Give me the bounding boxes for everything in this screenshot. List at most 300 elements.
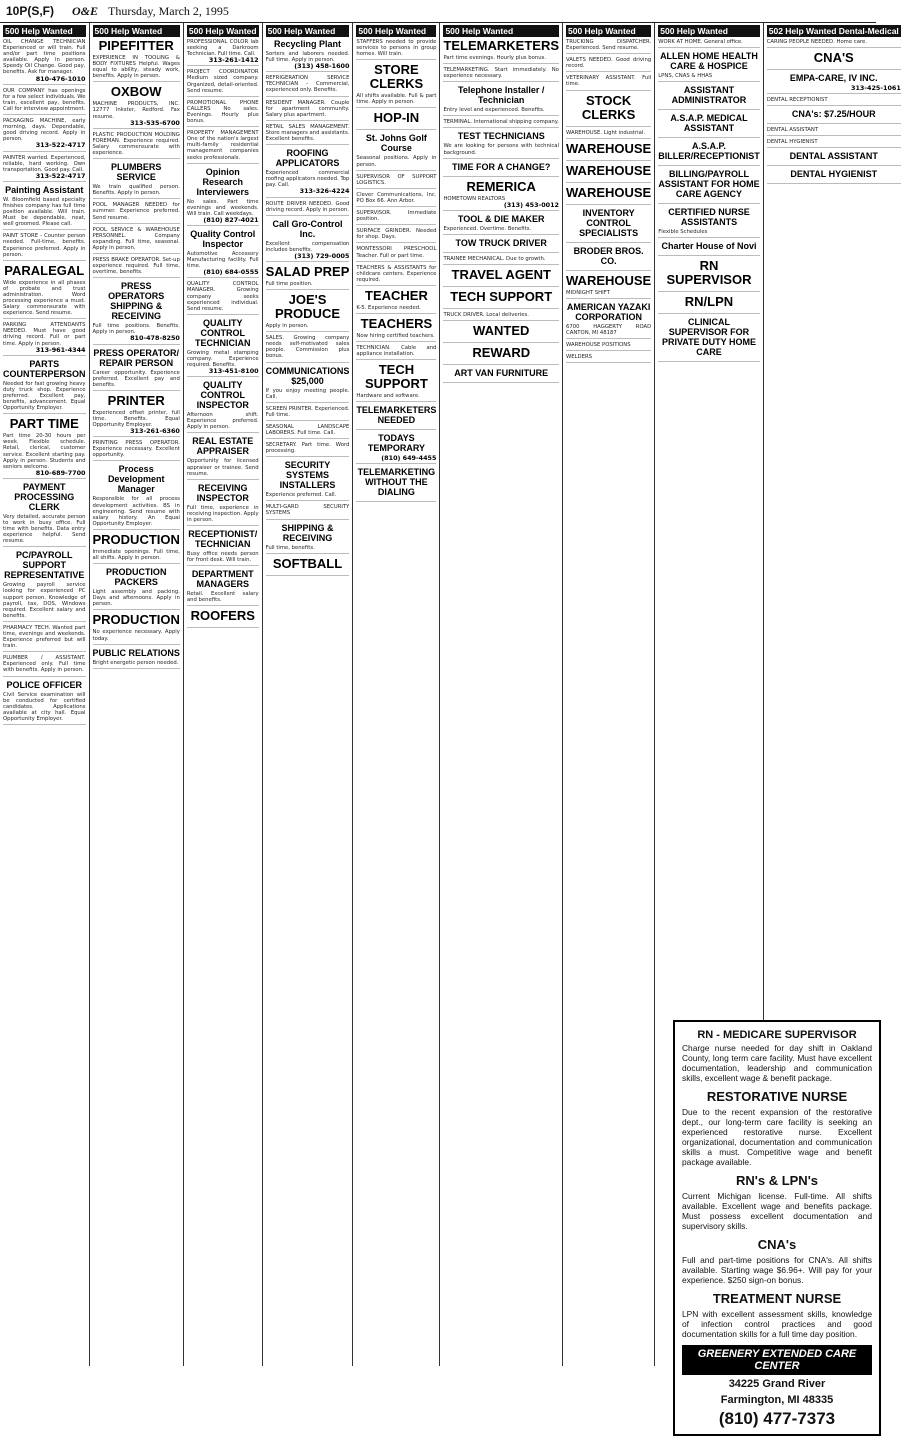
classified-ad — [187, 167, 259, 226]
ad-title: WAREHOUSE — [566, 140, 652, 156]
ad-body: If you enjoy meeting people. Call. — [265, 387, 350, 400]
ad-body: TERMINAL. International shipping company. — [443, 119, 559, 126]
classified-ad — [356, 111, 436, 130]
classified-ad — [658, 207, 760, 238]
classified-ad — [3, 88, 86, 115]
ad-body: Opportunity for licensed appraiser or trainee. Send resume. — [186, 458, 259, 477]
ad-title: A.S.A.P. MEDICAL ASSISTANT — [670, 113, 748, 134]
classified-ad — [443, 119, 559, 128]
classified-ad — [443, 290, 559, 309]
ad-title: Quality Control Inspector — [190, 228, 256, 249]
ad-title: PRODUCTION — [92, 531, 180, 547]
classified-ad — [566, 142, 651, 161]
ad-body: Full time, benefits. — [265, 544, 315, 551]
classified-ad — [3, 359, 86, 414]
ad-body: DENTAL RECEPTIONIST — [766, 97, 828, 104]
ad-box-title-3: RN's & LPN's — [735, 1173, 819, 1188]
classified-ad — [3, 233, 86, 260]
classified-ad — [566, 246, 651, 271]
ad-box-text-4: Full and part-time positions for CNA's. All shifts available. Starting wage $6.96+. Will pay for your experience. $250 sign-on bonus. — [682, 1255, 872, 1285]
ad-body: Full time positions. Benefits. Apply in person. — [92, 323, 180, 336]
classified-ad — [356, 433, 436, 464]
ad-body: RETAIL SALES MANAGEMENT. Store managers and assistants. Excellent benefits. — [265, 123, 350, 143]
ad-body: TRAINEE MECHANICAL. Due to growth. — [443, 255, 546, 262]
ad-title: Painting Assistant — [5, 184, 84, 195]
classified-ad — [3, 482, 86, 547]
ad-title: QUALITY CONTROL TECHNICIAN — [194, 317, 251, 348]
ad-title: ASSISTANT ADMINISTRATOR — [671, 85, 747, 106]
ad-body: OUR COMPANY has openings for a few select individuals. We train, excellent pay, benefits. Call for interview appointment. — [3, 87, 86, 112]
ad-title: CNA'S — [813, 50, 854, 66]
ad-phone: 313-425-1061 — [851, 84, 901, 93]
ad-title: PUBLIC RELATIONS — [92, 647, 180, 658]
ad-title: QUALITY CONTROL INSPECTOR — [196, 380, 249, 411]
ad-body: Entry level and experienced. Benefits. — [443, 107, 545, 114]
classified-ad — [266, 557, 350, 576]
ad-title: TODAYS TEMPORARY — [367, 433, 426, 454]
ad-title: Process Development Manager — [107, 464, 165, 495]
classified-ad — [566, 94, 651, 127]
column-heading: 500 Help Wanted — [566, 25, 651, 37]
classified-ad — [3, 655, 86, 676]
ad-title: ROOFERS — [190, 608, 255, 624]
ad-title: CERTIFIED NURSE ASSISTANTS — [668, 207, 750, 228]
ad-phone: (313) 453-0012 — [503, 200, 559, 209]
page-header — [0, 0, 876, 23]
ad-body: Experience preferred. Call. — [265, 492, 337, 499]
ad-body: SCREEN PRINTER. Experienced. Full time. — [265, 405, 350, 418]
ad-title: PRESS OPERATORS SHIPPING & RECEIVING — [108, 281, 165, 322]
classified-ad — [566, 354, 651, 363]
classified-ad — [266, 406, 350, 421]
ad-body: Needed for fast growing heavy duty truck shop. Experience preferred. Excellent pay, benefits, advancement. Equal Opportunity Employer. — [3, 380, 86, 412]
classified-ad — [3, 550, 86, 622]
ad-phone: (810) 827-4021 — [203, 215, 259, 224]
classified-ad — [566, 39, 651, 54]
ad-body: Experienced. Overtime. Benefits. — [443, 225, 532, 232]
classified-ad — [93, 132, 180, 159]
ad-title: TEACHERS — [360, 315, 433, 331]
ad-body: PACKAGING MACHINE, early morning, days. Dependable, good driving record. Apply in person. — [3, 118, 86, 143]
classified-ad — [266, 293, 350, 332]
classified-ad — [658, 51, 760, 82]
classified-ad — [356, 265, 436, 286]
ad-body: 6700 HAGGERTY ROAD CANTON, MI 48187 — [566, 323, 652, 336]
ad-phone: (810) 649-4455 — [381, 454, 437, 463]
classified-ad — [93, 648, 180, 669]
ad-title: A.S.A.P. BILLER/RECEPTIONIST — [658, 141, 760, 162]
ad-body: WORK AT HOME. General office. — [658, 39, 743, 45]
ad-body: WELDERS — [566, 354, 593, 361]
ad-body: LPNS, CNAS & HHAS — [658, 73, 713, 80]
ad-title: EMPA-CARE, IV INC. — [789, 73, 878, 84]
ad-body: Immediate openings. Full time, all shifts. Apply in person. — [92, 548, 180, 562]
classified-ad — [266, 504, 350, 519]
ad-body: Experienced commercial roofing applicators needed. Top pay. Call. — [265, 170, 350, 189]
ad-body: MONTESSORI PRESCHOOL Teacher. Full or part time. — [356, 246, 437, 259]
ad-title: PRODUCTION — [92, 612, 180, 628]
ad-body: Excellent compensation includes benefits. — [265, 240, 350, 253]
ad-title: TOW TRUCK DRIVER — [455, 237, 547, 248]
ad-title: TELEMARKETERS NEEDED — [356, 405, 437, 426]
classified-ad — [443, 39, 559, 64]
classified-ad — [566, 186, 651, 205]
ad-body: VALETS NEEDED. Good driving record. — [566, 57, 652, 70]
classified-ad — [93, 227, 180, 254]
ad-phone: 313-522-4717 — [35, 171, 86, 180]
classified-ad — [767, 109, 901, 124]
ad-body: TECHNICIAN. Cable and appliance installation. — [356, 345, 437, 358]
ad-title: TECH SUPPORT — [365, 362, 428, 392]
classified-ad — [3, 625, 86, 652]
classified-ad — [566, 75, 651, 90]
ad-box-address-2: Farmington, MI 48335 — [720, 1394, 834, 1406]
ad-phone: 313-261-6360 — [130, 427, 180, 436]
ad-box-title-1: RN - MEDICARE SUPERVISOR — [697, 1029, 857, 1041]
classified-ad — [266, 265, 350, 290]
classified-ad — [443, 346, 559, 365]
classified-ad — [767, 139, 901, 148]
classified-ad — [3, 322, 86, 355]
ad-body: VETERINARY ASSISTANT. Full time. — [566, 75, 652, 88]
ad-body: PLUMBER / ASSISTANT. Experienced only. Full time with benefits. Apply in person. — [3, 655, 86, 674]
ad-body: OIL CHANGE TECHNICIAN Experienced or will train. Full and/or part time positions available. Apply in person. Speedy Oil Change. Good pay, benefits. Ask for manager. — [3, 39, 86, 76]
classified-ad — [356, 289, 436, 314]
ad-body: PARKING ATTENDANTS NEEDED. Must have good driving record. Full or part time. Apply in person. — [3, 322, 86, 347]
classified-ad — [658, 113, 760, 138]
ad-body: All shifts available. Full & part time. Apply in person. — [356, 93, 437, 106]
ad-body: Full time, experience in receiving inspection. Apply in person. — [186, 504, 259, 523]
ad-title: COMMUNICATIONS $25,000 — [265, 365, 350, 386]
classified-ad — [566, 342, 651, 351]
ad-body: W. Bloomfield based specialty finishes company has full time position available. Will train. Must be dependable, neat, well groomed. Please call. — [3, 196, 86, 228]
classified-ad — [356, 39, 436, 60]
ad-body: Very detailed, accurate person to work in busy office. Full time with benefits. Data entry experience helpful. Send resume. — [3, 513, 86, 545]
ad-body: MULTI-GARD SECURITY SYSTEMS — [265, 504, 350, 517]
classified-ad — [187, 529, 259, 566]
column-heading: 502 Help Wanted Dental-Medical — [768, 26, 899, 36]
ad-body: No sales. Part time evenings and weekends. Will train. Call weekdays. — [186, 198, 259, 217]
ad-body: We train qualified person. Benefits. Apply in person. — [92, 184, 180, 197]
ad-body: Part time evenings. Hourly plus bonus. — [443, 55, 546, 61]
classified-ad — [658, 295, 760, 314]
classified-ad — [356, 192, 436, 207]
ad-title: TELEMARKETERS — [443, 38, 559, 53]
ad-body: Clever Communications, Inc. PO Box 66. Ann Arbor. — [356, 191, 437, 204]
classified-ad — [443, 214, 559, 235]
issue-date: Thursday, March 2, 1995 — [108, 3, 229, 18]
classified-ad — [187, 229, 259, 278]
classified-ad — [93, 39, 180, 82]
ad-body: Retail. Excellent salary and benefits. — [186, 591, 259, 604]
classified-ad — [767, 127, 901, 136]
classified-ad — [658, 85, 760, 110]
ad-title: TRAVEL AGENT — [451, 267, 551, 283]
ad-body: Civil Service examination will be conducted for certified candidates. Applications available at city hall. Equal Opportunity Employer. — [3, 691, 86, 722]
ad-title: St. Johns Golf Course — [365, 133, 427, 154]
ad-title: PART TIME — [9, 416, 79, 432]
ad-body: We are looking for persons with technical background. — [443, 143, 559, 156]
ad-title: CNA's: $7.25/HOUR — [791, 109, 876, 120]
classified-ad — [187, 39, 259, 66]
classified-ad — [443, 85, 559, 116]
classified-ad — [767, 73, 901, 94]
classified-ad — [93, 440, 180, 461]
classified-ad — [566, 57, 651, 72]
classified-ad — [187, 609, 259, 628]
ad-body: No experience necessary. Apply today. — [92, 629, 180, 642]
ad-body: Growing payroll service looking for experienced PC support person. Knowledge of payroll, tax, DOS, Windows required. Excellent salary and benefits. — [3, 582, 86, 619]
classified-ad — [266, 523, 350, 554]
classified-ad — [187, 483, 259, 526]
classified-ad — [658, 141, 760, 166]
classified-column — [263, 23, 354, 1366]
classified-ad — [266, 75, 350, 96]
ad-phone: 810-689-7700 — [35, 468, 86, 477]
ad-title: ROOFING APPLICATORS — [275, 148, 340, 169]
classified-ad — [566, 164, 651, 183]
classified-ad — [93, 348, 180, 391]
classified-ad — [266, 424, 350, 439]
ad-body: SALES. Growing company needs self-motivated sales people. Commission plus bonus. — [265, 335, 350, 360]
classified-column — [353, 23, 440, 1366]
ad-title: SOFTBALL — [272, 555, 343, 571]
classified-ad — [443, 268, 559, 287]
classified-ad — [266, 39, 350, 72]
ad-title: SECURITY SYSTEMS INSTALLERS — [279, 460, 336, 491]
classified-ad — [187, 69, 259, 96]
ad-body: PRESS BRAKE OPERATOR. Set-up experience required. Full time, overtime, benefits. — [92, 256, 180, 276]
ad-body: PAINT STORE - Counter person needed. Full-time, benefits. Experience preferred. Apply in person. — [3, 233, 86, 258]
column-heading: 500 Help Wanted — [3, 25, 86, 37]
classified-ad — [266, 124, 350, 145]
ad-title: Recycling Plant — [273, 39, 342, 49]
column-heading: 500 Help Wanted — [443, 25, 559, 37]
classified-ad — [658, 317, 760, 362]
classified-ad — [93, 281, 180, 344]
ad-phone: (313) 458-1600 — [294, 62, 350, 71]
classified-ad — [266, 335, 350, 362]
classified-ad — [443, 324, 559, 343]
ad-body: DENTAL HYGIENIST — [766, 139, 818, 146]
classified-ad — [3, 417, 86, 479]
ad-title: SALAD PREP — [265, 263, 350, 279]
ad-body: Now hiring certified teachers. — [356, 332, 435, 339]
ad-title: PIPEFITTER — [98, 38, 174, 53]
ad-body: SEASONAL LANDSCAPE LABORERS. Full time. Call. — [265, 423, 350, 436]
ad-title: PRINTER — [107, 392, 165, 408]
classified-ad — [443, 368, 559, 383]
ad-title: ART VAN FURNITURE — [454, 368, 549, 379]
ad-title: RECEIVING INSPECTOR — [196, 482, 249, 503]
classified-column — [440, 23, 563, 1366]
ad-title: ALLEN HOME HEALTH CARE & HOSPICE — [660, 51, 758, 72]
ad-box-text-1: Charge nurse needed for day shift in Oakland County, long term care facility. Must have excellent documentation, leadership and communication skills, excellent wage & benefit package. — [682, 1043, 872, 1083]
ad-title: Telephone Installer / Technician — [458, 85, 545, 106]
ad-title: Call Gro-Control Inc. — [272, 218, 343, 239]
ad-box-title-4: CNA's — [757, 1237, 797, 1252]
classified-ad — [93, 162, 180, 199]
classified-ad — [356, 210, 436, 225]
classified-ad — [266, 442, 350, 457]
ad-body: Wide experience in all phases of probate and trust administration. Word processing experience a must. Salary commensurate with experience. Send resume. — [3, 279, 86, 317]
ad-body: TRUCKING DISPATCHER. Experienced. Send resume. — [566, 39, 652, 52]
ad-title: HOP-IN — [373, 110, 420, 126]
classified-ad — [3, 185, 86, 230]
classified-ad — [658, 259, 760, 292]
classified-ad — [266, 100, 350, 121]
ad-phone: 810-476-1010 — [35, 74, 86, 83]
ad-phone: (810) 684-0555 — [203, 268, 259, 277]
ad-body: POOL SERVICE & WAREHOUSE PERSONNEL. Company expanding. Full time, seasonal. Apply in person. — [92, 226, 180, 251]
classified-ad — [443, 67, 559, 82]
ad-box-text-2: Due to the recent expansion of the restorative dept., our long-term care facility is seeking an experienced restorative nurse. Excellent organizational, documentation and communication skills a must. Competitive wage and benefit package available. — [682, 1107, 872, 1167]
classified-column — [90, 23, 184, 1366]
ad-body: PHARMACY TECH. Wanted part time, evenings and weekends. Experience preferred but will train. — [3, 624, 86, 650]
ad-title: TEST TECHNICIANS — [457, 131, 545, 142]
ad-body: Flexible Schedules — [658, 229, 708, 236]
ad-body: PRINTING PRESS OPERATOR. Experience necessary. Excellent opportunity. — [92, 440, 180, 459]
classified-ad — [767, 39, 901, 48]
publication-name: O&E — [72, 3, 99, 18]
classified-ad — [356, 317, 436, 342]
ad-title: PARTS COUNTERPERSON — [3, 358, 86, 379]
ad-title: INVENTORY CONTROL SPECIALISTS — [579, 207, 639, 238]
column-heading: 500 Help Wanted — [356, 25, 436, 37]
classified-ad — [767, 169, 901, 184]
ad-title: REAL ESTATE APPRAISER — [192, 436, 254, 457]
ad-body: PROMOTIONAL PHONE CALLERS No sales. Evenings. Hourly plus bonus. — [186, 99, 259, 125]
classified-ad — [93, 85, 180, 128]
ad-title: RN/LPN — [684, 294, 734, 310]
ad-body: Light assembly and packing. Days and afternoons. Apply in person. — [92, 589, 180, 608]
classified-ad — [93, 394, 180, 437]
classified-ad — [443, 312, 559, 321]
ad-box-text-3: Current Michigan license. Full-time. All shifts available. Excellent wage and benefits package. Must possess excellent documentation and supervisory skills. — [682, 1191, 872, 1231]
ad-box-banner: GREENERY EXTENDED CARE CENTER — [682, 1345, 872, 1375]
ad-box-title-5: TREATMENT NURSE — [712, 1291, 842, 1306]
classified-ad — [93, 202, 180, 223]
ad-phone: (313) 729-0005 — [294, 251, 350, 260]
page-number: 10P(S,F) — [6, 4, 55, 18]
ad-title: WAREHOUSE — [566, 162, 652, 178]
ad-title: REMERICA — [466, 178, 536, 194]
classified-ad — [356, 345, 436, 360]
ad-title: Charter House of Novi — [661, 241, 757, 252]
ad-title: OXBOW — [110, 84, 162, 100]
ad-title: RECEPTIONIST/ TECHNICIAN — [188, 529, 258, 550]
classified-ad — [187, 130, 259, 163]
ad-body: MACHINE PRODUCTS, INC. 12777 Inkster, Redford. Fax resume. — [92, 101, 180, 120]
classified-ad — [266, 201, 350, 216]
ad-phone: 313-326-4224 — [299, 187, 350, 196]
ad-title: JOE'S PRODUCE — [275, 292, 341, 322]
ad-phone: 313-961-4344 — [35, 345, 86, 354]
ad-body: Growing metal stamping company. Experience required. Benefits. — [186, 349, 259, 368]
ad-body: Experienced offset printer, full time. Benefits. Equal Opportunity Employer. — [92, 409, 180, 428]
classified-ad — [187, 436, 259, 479]
ad-body: TEACHERS & ASSISTANTS for childcare centers. Experience required. — [356, 264, 437, 283]
ad-title: PRESS OPERATOR/ REPAIR PERSON — [93, 347, 180, 368]
ad-title: STOCK CLERKS — [581, 92, 636, 122]
ad-title: Opinion Research Interviewers — [196, 166, 249, 197]
ad-phone: 313-522-4717 — [35, 141, 86, 150]
column-heading: 500 Help Wanted — [266, 25, 350, 37]
ad-body: POOL MANAGER NEEDED for summer. Experience preferred. Send resume. — [92, 202, 180, 221]
ad-body: TRUCK DRIVER. Local deliveries. — [443, 312, 529, 319]
classified-ad — [443, 256, 559, 265]
ad-body: SUPERVISOR. Immediate position. — [356, 210, 437, 223]
ad-title: PARALEGAL — [4, 262, 85, 278]
ad-title: WAREHOUSE — [566, 184, 652, 200]
classified-ad — [767, 51, 901, 70]
ad-title: TEACHER — [365, 287, 428, 303]
ad-body: ROUTE DRIVER NEEDED. Good driving record. Apply in person. — [265, 200, 350, 213]
classified-column — [563, 23, 655, 1366]
ad-body: STAFFERS needed to provide services to persons in group homes. Will train. — [356, 39, 437, 58]
ad-title: AMERICAN YAZAKI CORPORATION — [566, 301, 651, 322]
classified-ad — [767, 151, 901, 166]
classified-ad — [356, 405, 436, 430]
classified-ad — [443, 162, 559, 177]
ad-title: POLICE OFFICER — [6, 679, 82, 690]
classified-ad — [443, 180, 559, 211]
classified-ad — [658, 39, 760, 48]
ad-title: PAYMENT PROCESSING CLERK — [14, 481, 75, 512]
ad-body: Seasonal positions. Apply in person. — [356, 155, 437, 168]
ad-box-address-1: 34225 Grand River — [728, 1378, 826, 1390]
ad-phone: 313-451-8100 — [208, 367, 259, 376]
column-heading: 500 Help Wanted — [93, 25, 180, 37]
ad-body: Full time position. — [265, 280, 313, 287]
ad-title: RN SUPERVISOR — [666, 258, 752, 288]
ad-body: Responsible for all process development activities. BS in engineering. Send resume with salary history. An Equal Opportunity Employer. — [92, 496, 180, 527]
greenery-ad-box — [673, 1020, 881, 1436]
ad-title: PRODUCTION PACKERS — [105, 567, 167, 588]
column-heading: 500 Help Wanted — [188, 26, 257, 36]
ad-body: SURFACE GRINDER. Needed for shop. Days. — [356, 228, 437, 241]
ad-body: RESIDENT MANAGER. Couple for apartment community. Salary plus apartment. — [265, 99, 350, 118]
classified-ad — [443, 238, 559, 253]
classified-ad — [187, 318, 259, 377]
classified-ad — [566, 130, 651, 139]
classified-ad — [187, 380, 259, 433]
ad-body: REFRIGERATION SERVICE TECHNICIAN - Commercial, experienced only. Benefits. — [265, 75, 350, 94]
ad-body: K-5. Experience needed. — [356, 304, 421, 311]
ad-body: Sorters and laborers needed. Full time. Apply in person. — [265, 51, 350, 64]
ad-body: PAINTER wanted. Experienced, reliable, hard working. Own transportation. Good pay. Call. — [3, 154, 86, 173]
classified-ad — [3, 118, 86, 151]
classified-column — [0, 23, 90, 1366]
ad-body: Automotive Accessory Manufacturing facility. Full time. — [186, 250, 259, 270]
ad-body: PLASTIC PRODUCTION MOLDING FOREMAN. Experience required. Salary commensurate with experience. — [92, 131, 180, 157]
classified-ad — [187, 569, 259, 606]
ad-title: PLUMBERS SERVICE — [110, 162, 162, 183]
ad-title: TIME FOR A CHANGE? — [452, 161, 551, 172]
classified-ad — [443, 131, 559, 158]
ad-body: EXPERIENCE IN TOOLING & BODY FIXTURES Helpful. Wages equal to ability, steady work, benefits. Apply in person. — [92, 55, 180, 80]
ad-title: DEPARTMENT MANAGERS — [191, 569, 254, 590]
ad-body: PROPERTY MANAGEMENT One of the nation's largest multi-family residential management companies seeks professionals. — [186, 130, 259, 161]
classified-ad — [3, 680, 86, 725]
ad-body: PROFESSIONAL COLOR lab seeking a Darkroom Technician. Full time. Call. — [186, 39, 259, 58]
classified-ad — [93, 567, 180, 610]
ad-title: CLINICAL SUPERVISOR FOR PRIVATE DUTY HOME CARE — [661, 317, 756, 358]
classified-ad — [93, 533, 180, 564]
classified-column — [184, 23, 263, 1366]
ad-body: MIDNIGHT SHIFT — [566, 289, 610, 296]
classified-ad — [266, 148, 350, 197]
